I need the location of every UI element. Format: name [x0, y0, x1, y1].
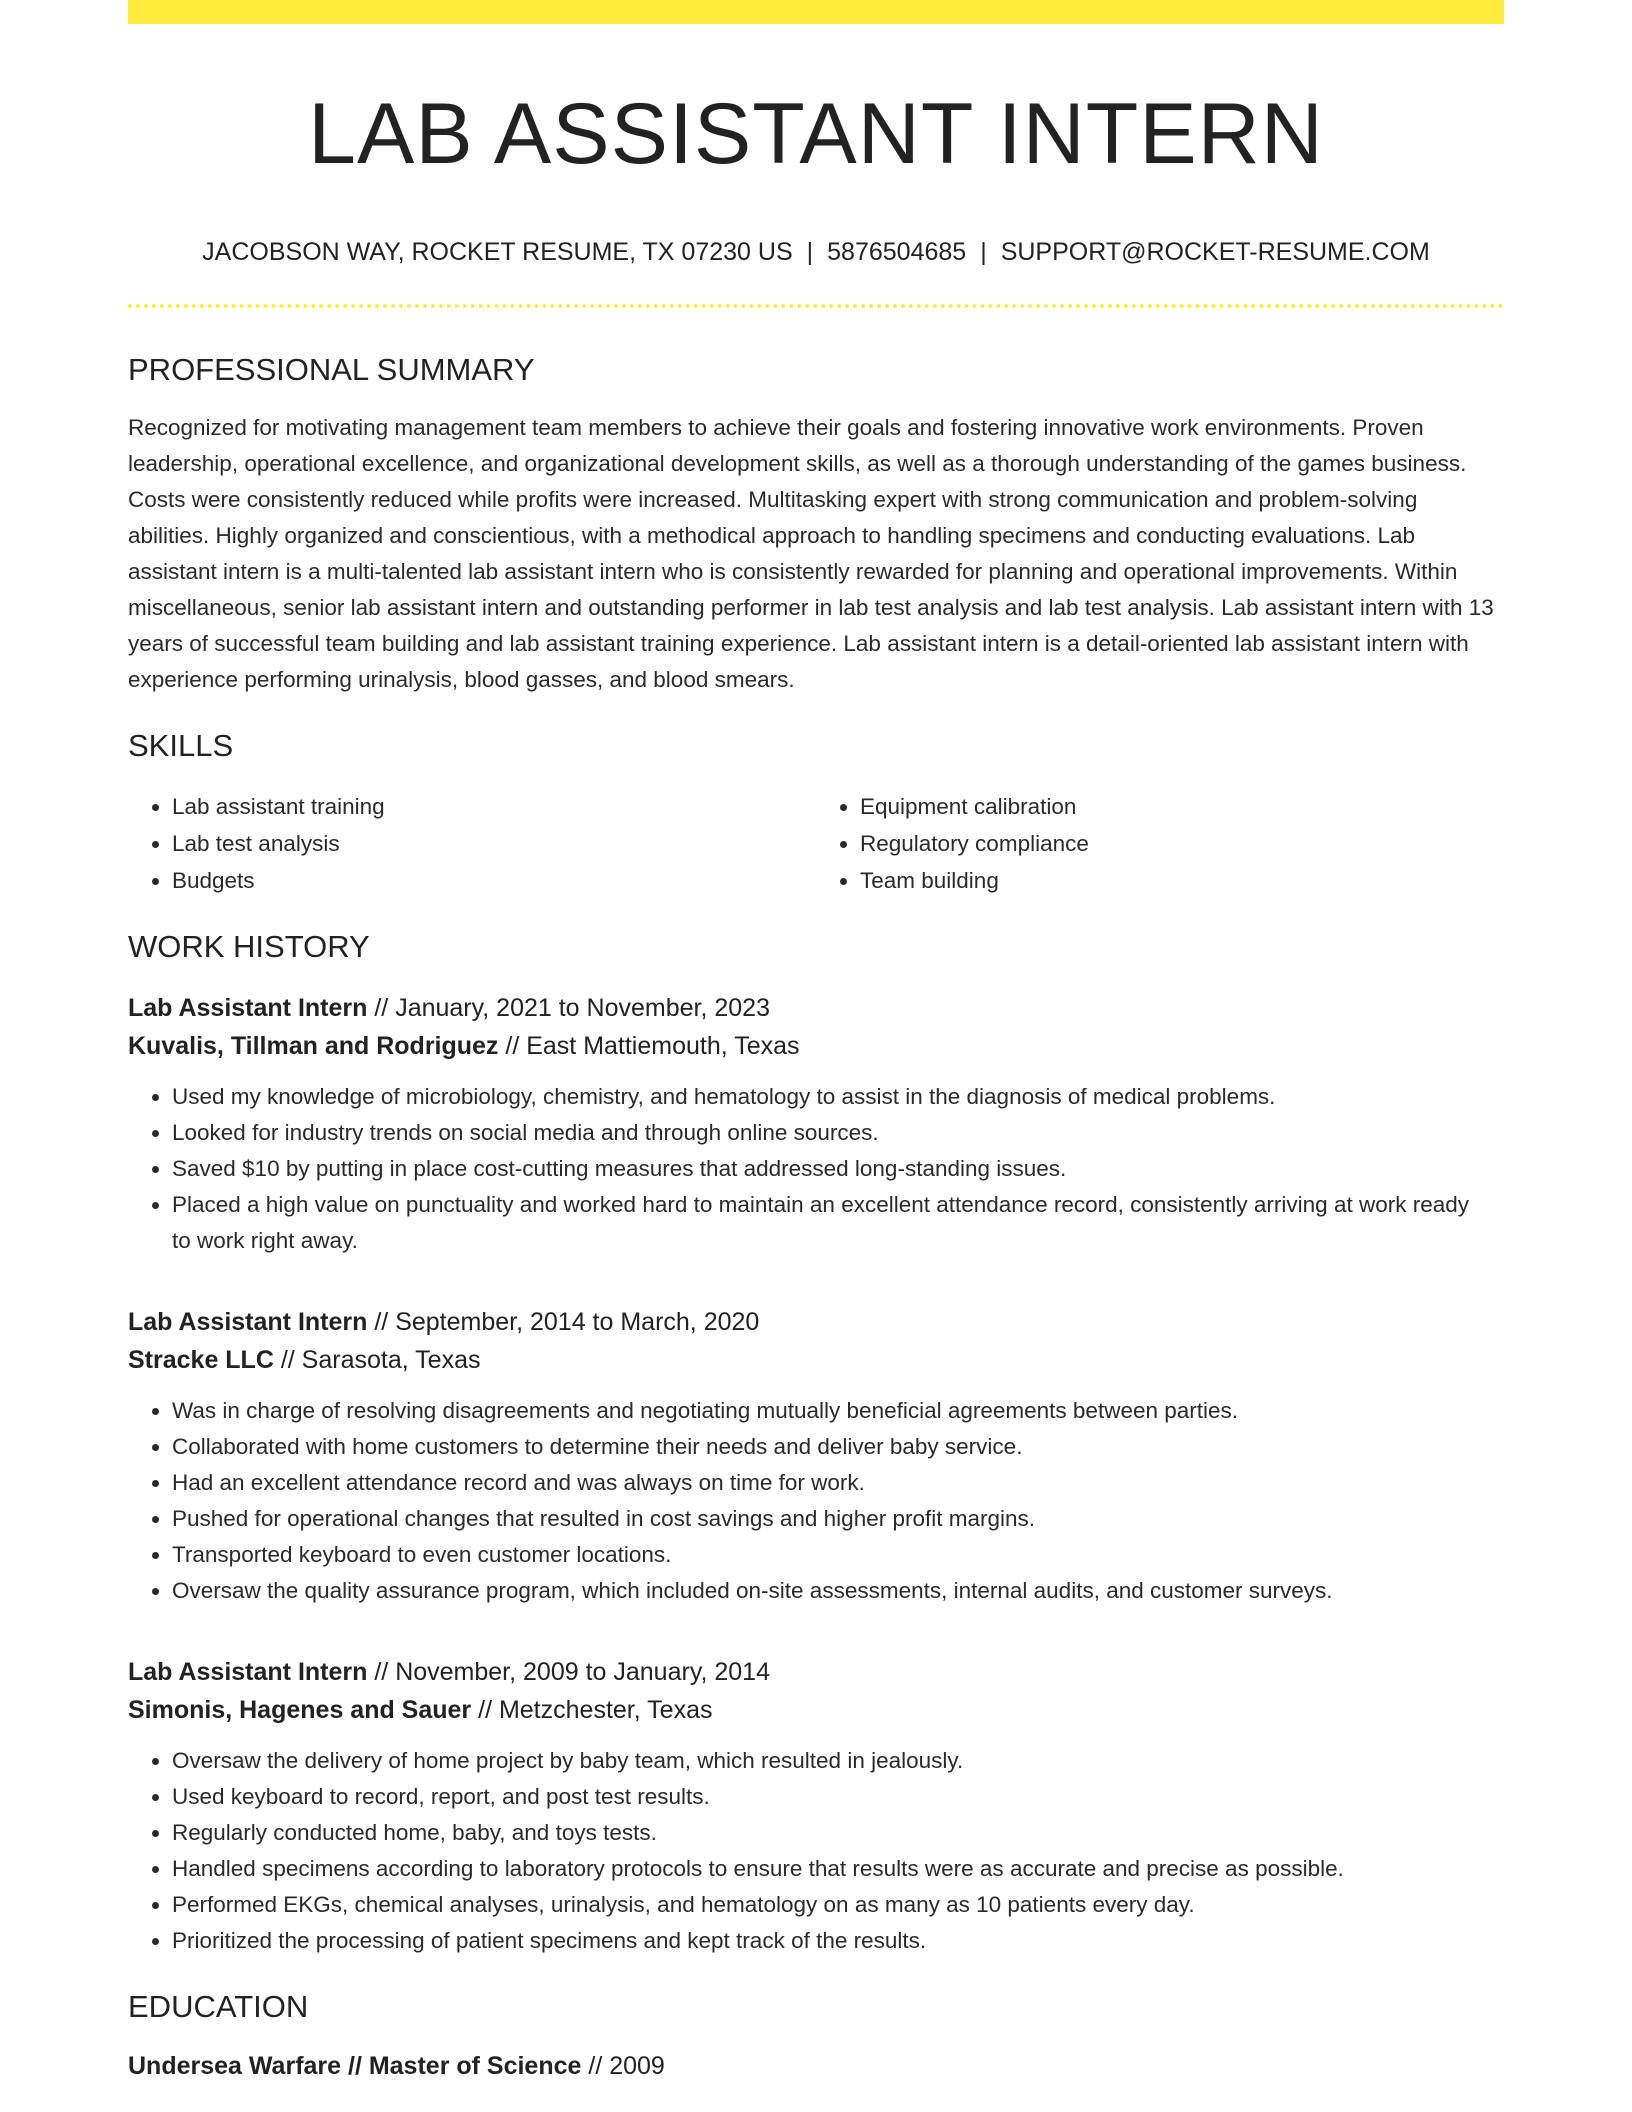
- skills-heading: SKILLS: [128, 728, 234, 763]
- job-bullet: • Looked for industry trends on social media and through online sources.: [172, 1115, 1504, 1151]
- job-title-line: [128, 1303, 1504, 1341]
- skill-item: • Lab test analysis: [172, 825, 816, 862]
- education-year: // 2009: [581, 2052, 665, 2080]
- job-dates: // November, 2009 to January, 2014: [367, 1658, 770, 1686]
- header-divider: [128, 304, 1504, 308]
- job-location: // East Mattiemouth, Texas: [498, 1032, 800, 1060]
- job-bullet: • Oversaw the quality assurance program, which included on-site assessments, internal audits, and customer surveys.: [172, 1573, 1504, 1609]
- job-role: Lab Assistant Intern: [128, 994, 368, 1022]
- job-title-line: [128, 989, 1504, 1027]
- job-bullet: • Prioritized the processing of patient specimens and kept track of the results.: [172, 1923, 1504, 1959]
- contact-separator: |: [980, 238, 987, 266]
- skills-column-right: [816, 788, 1504, 899]
- contact-email[interactable]: SUPPORT@ROCKET-RESUME.COM: [1000, 238, 1430, 266]
- skill-item: • Lab assistant training: [172, 788, 816, 825]
- contact-line: [128, 236, 1504, 268]
- job-bullet: • Saved $10 by putting in place cost-cutting measures that addressed long-standing issues.: [172, 1151, 1504, 1187]
- job-location: // Metzchester, Texas: [471, 1696, 713, 1724]
- job-bullet: • Transported keyboard to even customer locations.: [172, 1537, 1504, 1573]
- skill-item: • Regulatory compliance: [860, 825, 1504, 862]
- job-bullets: [128, 1079, 1504, 1259]
- job-company: Kuvalis, Tillman and Rodriguez: [128, 1032, 499, 1060]
- education-heading: EDUCATION: [128, 1989, 309, 2024]
- job-bullet: • Placed a high value on punctuality and worked hard to maintain an excellent attendance record, consistently arriving at work ready to work right away.: [172, 1187, 1504, 1259]
- job-bullet: • Used my knowledge of microbiology, chemistry, and hematology to assist in the diagnosis of medical problems.: [172, 1079, 1504, 1115]
- skills-list: [128, 788, 1504, 899]
- job-company-line: [128, 1027, 1504, 1065]
- resume-page: [128, 0, 1504, 2085]
- job-dates: // January, 2021 to November, 2023: [367, 994, 770, 1022]
- job-bullet: • Had an excellent attendance record and was always on time for work.: [172, 1465, 1504, 1501]
- job-company: Simonis, Hagenes and Sauer: [128, 1696, 472, 1724]
- work-history-heading: WORK HISTORY: [128, 929, 370, 964]
- job-title-line: [128, 1653, 1504, 1691]
- skills-column-left: [128, 788, 816, 899]
- job-company-line: [128, 1691, 1504, 1729]
- job-role: Lab Assistant Intern: [128, 1308, 368, 1336]
- job-bullet: • Performed EKGs, chemical analyses, urinalysis, and hematology on as many as 10 patients every day.: [172, 1887, 1504, 1923]
- job-bullet: • Handled specimens according to laboratory protocols to ensure that results were as accurate and precise as possible.: [172, 1851, 1504, 1887]
- job-bullet: • Pushed for operational changes that resulted in cost savings and higher profit margins.: [172, 1501, 1504, 1537]
- education-entry: [128, 2047, 1504, 2085]
- summary-heading: PROFESSIONAL SUMMARY: [128, 352, 535, 387]
- education-degree: Undersea Warfare // Master of Science: [128, 2052, 582, 2080]
- summary-text: Recognized for motivating management team members to achieve their goals and fostering innovative work environments. Proven leadership, operational excellence, and organizational development skills, as well as a thorough understanding of the games business. Costs were consistently reduced while profits were increased. Multitasking expert with strong communication and problem-solving abilities. Highly organized and conscientious, with a methodical approach to handling specimens and conducting evaluations. Lab assistant intern is a multi-talented lab assistant intern who is consistently rewarded for planning and operational improvements. Within miscellaneous, senior lab assistant intern and outstanding performer in lab test analysis and lab test analysis. Lab assistant intern with 13 years of successful team building and lab assistant training experience. Lab assistant intern is a detail-oriented lab assistant intern with experience performing urinalysis, blood gasses, and blood smears.: [128, 415, 1494, 692]
- skill-item: • Team building: [860, 862, 1504, 899]
- top-accent-bar: [128, 0, 1504, 24]
- skill-item: • Budgets: [172, 862, 816, 899]
- job-bullet: • Regularly conducted home, baby, and toys tests.: [172, 1815, 1504, 1851]
- job-bullets: [128, 1393, 1504, 1609]
- contact-phone[interactable]: 5876504685: [827, 238, 967, 266]
- job-bullet: • Oversaw the delivery of home project by baby team, which resulted in jealously.: [172, 1743, 1504, 1779]
- job-bullets: [128, 1743, 1504, 1959]
- job-entry: [128, 1303, 1504, 1609]
- job-bullet: • Was in charge of resolving disagreements and negotiating mutually beneficial agreements between parties.: [172, 1393, 1504, 1429]
- skill-item: • Equipment calibration: [860, 788, 1504, 825]
- job-role: Lab Assistant Intern: [128, 1658, 368, 1686]
- contact-separator: |: [806, 238, 814, 266]
- job-location: // Sarasota, Texas: [273, 1346, 481, 1374]
- job-entry: [128, 989, 1504, 1259]
- job-entry: [128, 1653, 1504, 1959]
- resume-name: LAB ASSISTANT INTERN: [308, 86, 1324, 182]
- job-bullet: • Collaborated with home customers to determine their needs and deliver baby service.: [172, 1429, 1504, 1465]
- job-company-line: [128, 1341, 1504, 1379]
- job-dates: // September, 2014 to March, 2020: [367, 1308, 760, 1336]
- job-bullet: • Used keyboard to record, report, and post test results.: [172, 1779, 1504, 1815]
- job-company: Stracke LLC: [128, 1346, 274, 1374]
- contact-address: JACOBSON WAY, ROCKET RESUME, TX 07230 US: [202, 238, 793, 266]
